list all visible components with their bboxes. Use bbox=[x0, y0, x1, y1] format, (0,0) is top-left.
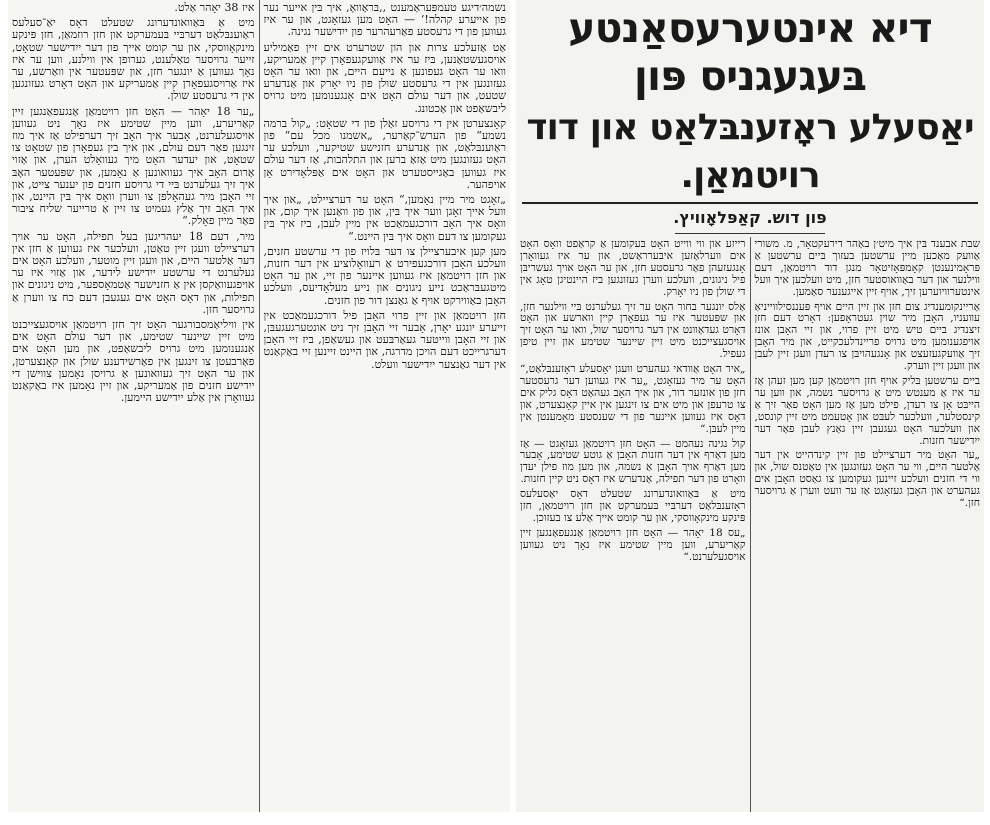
paragraph: קול נגינה נעהמט — האָט חזן רויטמאַן געזאָגט — אַז מען דאַרף אין דער חזנות האָבן אַ גוטע שטימע, אָבער מען דאַרף אויך האָבן אַ נשמה, און מען מוז פילן יעדן וואָרט פון דער תפילה, אַנדערש איז דאָס ניט קיין חזנות. bbox=[520, 437, 746, 486]
right-columns bbox=[516, 237, 984, 812]
headline-line-2: יאַסעלע ראָזענבּלאַט און דוד רויטמאַן. bbox=[522, 104, 978, 204]
paragraph: „איר האָט אַוודאי געהערט וועגן יאָסעלע ראָזענבּלאַט,“ האָט ער מיר געזאָגט, „ער איז געווען דער גרעסטער חזן פון אונזער דור, און איך האָב געהאַט דאָס גליק אים צו טרעפן און מיט אים צו זינגען אין איין קאָנצערט, און דאָס איז געווען איינער פון די שענסטע מאָמענטן אין מיין לעבּן.“ bbox=[520, 363, 746, 435]
paragraph: חזן רויטמאַן און זיין פרוי האָבן פיל דורכגעמאַכט אין זייערע יונגע יאָרן, אָבער זיי האָבן זיך ניט אונטערגעגעבּן, און זיי האָבן ווייטער געאַרבּעט און געשאַפן, ביז זיי האָבן דערגרייכט דעם הויכן מדרגה, און היינט זיינען זיי באַקאַנט אין דער גאַנצער ייִדישער וועלט. bbox=[263, 308, 506, 371]
paragraph: מיט אַ בּאַוואונדערונג שטעלט דאָס יאַ־סעלעס ראַוענבּלאַט דערבּיי בּעמערקט און חזן רוזמאַן, חזן פּינקע מינקאָווסקי, און ער קומט אייך פון דער ייִדישער שטאָט, זייער גרויסער טאַלענט, גערופן אין ווילנע, ווען ער איז נאָך געווען אַ יונגער חזן, און שפּעטער אין וואַרשע, ער איז אַרויסגעפאָרן קיין אַמעריקע און האָט דאָרט געזונגען אין די גרעסטע שולן. bbox=[12, 16, 255, 103]
paragraph: איז 38 יאָהר אַלט. bbox=[174, 1, 255, 14]
left-columns bbox=[8, 0, 510, 812]
paragraph: אַריינקומענדיג צום חזן און זיין היים אויף פּעננסילווייניאַ עוועניו, האָבן מיר שוין געטראָפען: דאָרט דעם חזן זיצנדיג ביים טיש מיט זיין פרוי, און זיי האָבן אונז אויפגענומען מיט גרויס פריינדלעכקייט, און מיר האָבן זיך אַוועקגעזעצט און אָנגעהויבּן צו רעדן וועגן זיין לעבן און וועגן זיין ווערק. bbox=[754, 300, 980, 373]
paragraph: קאָנצערטן אין די גרויסע זאַלן פון די שטאָט: „קול ברמה נשמע“ פון הערש־קאַרער, „אשמנו מכל עם“ פון ראַוענבּלאַט, און אַנדערע חזנישע שטיקער, וועלכע ער האָט געזונגען מיט אַזאַ ברען און התלהבות, אַז דער עולם איז געווען באַגייסטערט און האָט אים אַפּלאָדירט אָן אויפהער. bbox=[263, 116, 506, 191]
paragraph: „ער האָט מיר דערציילט פון זיין קינדהייט אין דער אַלטער היים, ווי ער האָט געזונגען אין טאַטנס שול, און ווי די חזנים וועלכע זיינען געקומען צו גאַסט האָבן אים געהערט און האָבן געזאָגט אַז ער וועט ווערן אַ גרויסער חזן.“ bbox=[754, 449, 980, 510]
paragraph: מען קען איבערציילן צו דער בּלויז פון די ערשטע חזנים, וועלכע האָבן דורכגעפירט אַ רעוואָלוציע אין דער חזנות, און חזן רויטמאַן איז געווען איינער פון זיי, און ער האָט מיטגעבּראַכט נייע ניגונים און נייע מעלאָדיעס, וועלכע האָבן באַווירקט אויף אַ גאַנצן דור פון חזנים. bbox=[263, 244, 506, 307]
paragraph: אַלס יונגער בחור האָט ער זיך געלערנט בּיי ווילנער חזן, און שפּעטער איז ער געפאָרן קיין ווארשע און האָט דאָרט געדאַוונט אין דער גרויסער שול, וואו ער האָט זיך אויסגעצייכנט מיט זיין שיינער שטימע און זיין טיפן געפיל. bbox=[520, 300, 746, 361]
paragraph: ביים ערשטען בּליק אויף חזן רויטמאַן קען מען זעהן אַז ער איז אַ מענטש מיט אַ גרויסער נשמה, און ווען ער הייבּט אָן צו רעדן, פילט מען אַז מען האָט פאַר זיך אַ קינסטלער, וועלכער לעבּט און אָטעמט מיט זיין קונסט, און וועלכער האָט געגעבן זיין גאַנץ לעבן פאַר דער ייִדישער חזנות. bbox=[754, 374, 980, 447]
left-column-2 bbox=[8, 0, 260, 812]
right-column-1 bbox=[751, 237, 985, 812]
byline-divider bbox=[675, 233, 825, 234]
paragraph: „עס 18 יאָהר — האָט חזן רויטמאַן אַנגעפאַנגען זיין קאַריערע, ווען מיין שטימע איז נאָך ניט געווען אויסגעלערנט.“ bbox=[520, 526, 746, 563]
left-newspaper-clipping bbox=[8, 0, 510, 812]
headline-line-1: דיא אינטערעסאַנטע בּעגעגניס פּון bbox=[568, 4, 932, 100]
paragraph: אַט אַזעלכע צרות און הון שטרערט אים זיין פאַמיליע אויסגעשטאַנען, בּיז ער איז אַוועקגעפאָרן קיין אַמעריקע, וואו ער האָט געפונען אַ נייעם היים, און וואו ער האָט געזונגען אין די גרעסטע שולן פון ניו יאָרק און אַנדערע שטעט, און דער עולם האָט אים אָנגענומען מיט גרויס ליבשאַפט און אַכטונג. bbox=[263, 40, 506, 115]
paragraph: „זאָגט מיר מיין נאָמען,“ האָט ער דערציילט, „און איך וועל אייך זאָגן ווער איך בּין, און פון וואַנען איך קום, און וואָס איך האָב דורכגעמאַכט אין מיין לעבן, ביז איך בּין געקומען צו דעם וואָס איך בּין היינט.“ bbox=[263, 193, 506, 243]
paragraph: שבת אבענד בּין איך מיט׳ן באַהר דירעקטאָר, מ. משורי אַוועק מאַכען מיין ערשטען בעזוך בּיים ערשטען אַ פּראָמינענטן קאָמפּאָזיטאָר מנגן דוד רויטמאַן, דעם ווילנער און דער באַוואוסטער חזן, מיט וועלכען איך וועל אינטערוויוערען זיך, אויף זיין אייגענער סאַמען. bbox=[754, 238, 980, 298]
paragraph: נשמה׳דיגע טעמפּעראַמענט ,,בּראַוואָ, איך בּין אייער נער פון אייערע קהלה!‘ — האָט מען געזאָגט, און ער איז געווען פון די גרעסטע פאַרעהרער פון ייִדישער נגינה. bbox=[263, 1, 506, 39]
paragraph: מיר, דעם 18 יעהריגען בעל תפילה, האָט ער אויך דערציילט וועגן זיין טאַטן, וועלכער איז געווען אַ חזן אין דער אַלטער היים, און וועגן זיין מוטער, וועלכע האָט אים געלערנט די ערשטע ייִדישע לידער, און אַזוי איז ער אויפגעוואַקסן אין אַ חזנישער אַטמאָספער, מיט ניגונים און תפילות, און דאָס האָט אים געגעבן דעם כח צו ווערן אַ גרויסער חזן. bbox=[12, 229, 255, 316]
byline: פּון דוש. קאַפּלאָוויץ. bbox=[673, 208, 827, 227]
paragraph: „ער 18 יאָהר — האָט חזן רויטמאַן אַנגעפאַנגען זיין קאַריערע, ווען מיין שטימע איז נאָך ניט געווען אויסגעלערנט, אָבער איך האָב זיך דערפילט אַז איך מוז זינגען פאַר דעם עולם, און איך בין געפאָרן פון שטאָט צו שטאָט, און יעדער האָט מיך געוואָלט הערן, און אַזוי אַרום האָב איך געוואונען אַ נאָמען, און שפּעטער האָבּ איך זיך געלערנט בּיי די גרויסע חזנים פון יענער צייט, און זיי האָבן מיר געהאָלפן צו ווערן וואָס איך בּין היינט, און איך האָב זיך אַלץ געמיט צו זיין אַ טרייער שליח ציבור פאַר מיין פאָלק.“ bbox=[12, 104, 255, 228]
right-newspaper-clipping bbox=[516, 0, 984, 812]
left-column-1 bbox=[260, 0, 511, 812]
paragraph: מיט אַ בּאַוואונדערונג שטעלט דאָס יאַסעלעס ראָזענבּלאַט דערבּיי בּעמערקט און חזן רויטמאַן, חזן פּינקע מינקאָווסקי, און ער קומט אייך אַלע צו בעזוכן. bbox=[520, 488, 746, 524]
paragraph: אין וויליאַמסבורגער האָט זיך חזן רויטמאַן אויסגעצייכנט מיט זיין שיינער שטימע, און דער עולם האָט אים אָנגענומען מיט גרויס ליבשאַפט, און מען האָט אים פאַרבעטן צו זינגען אין פאַרשידענע שולן און קאָנצערטן, און ער האָט זיך געוואונען אַ גרויסן נאָמען צווישן די ייִדישע חזנים פון אַמעריקע, און זיין נאָמען איז באַקאַנט געוואָרן אין אַלע ייִדישע היימען. bbox=[12, 318, 255, 405]
paragraph: רייזע און ווי ווייט האָט בּעקומען אַ קראַפט וואָס האָט אים ווערלאַזען איבּערראַשט, און ער איז געוואָרן אָנגעזעהן פאַר גרעסטע חזן, און ער האָט אויך געשריבּן פיל ניגונים, וועלכע ווערן געזונגען ביז היינטיגן טאָג אין די שולן פון ניו יאָרק. bbox=[520, 238, 746, 298]
right-column-2 bbox=[516, 237, 751, 812]
